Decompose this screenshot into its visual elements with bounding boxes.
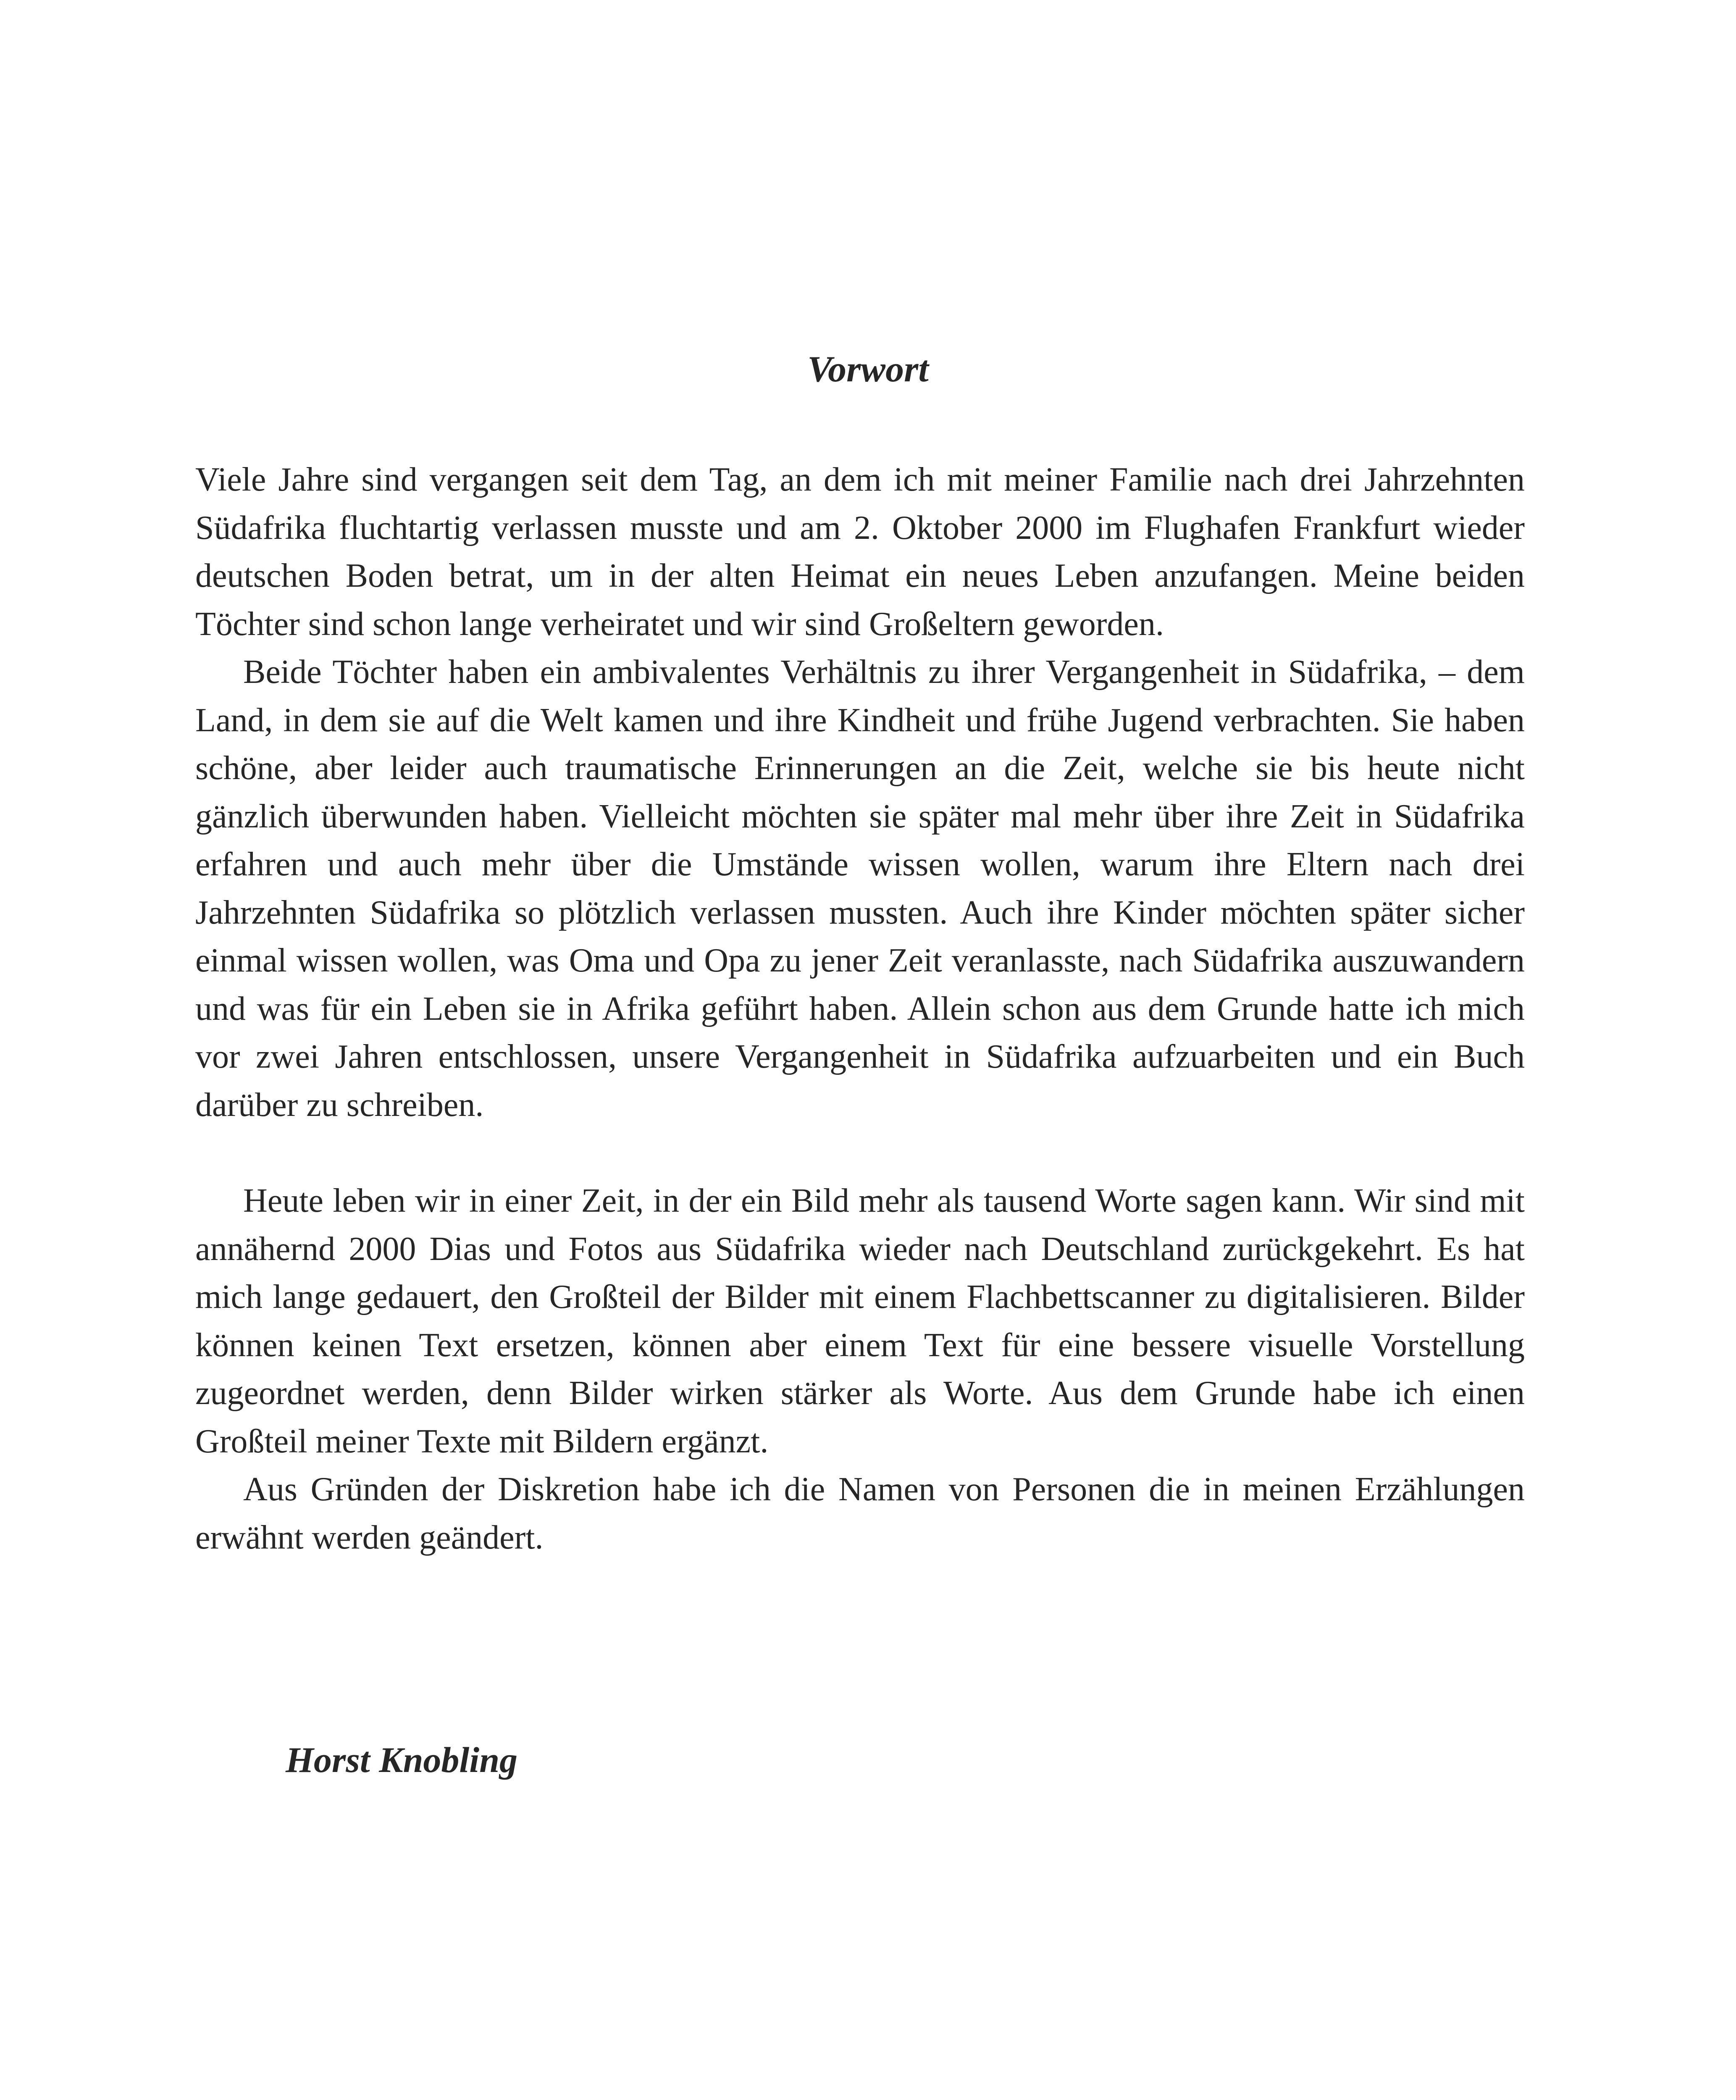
author-signature: Horst Knobling (286, 1740, 518, 1780)
paragraph-3: Heute leben wir in einer Zeit, in der ein Bild mehr als tausend Worte sagen kann. Wir sind mit annähernd 2000 Dias und Fotos aus Südafrika wieder nach Deutschland zurückgekehrt. Es hat mich lange gedauert, den Großteil der Bilder mit einem Flachbettscanner zu digitalisieren. Bilder können keinen Text ersetzen, können aber einem Text für eine bessere visuelle Vorstellung zugeordnet werden, denn Bilder wirken stärker als Worte. Aus dem Grunde habe ich einen Großteil meiner Texte mit Bildern ergänzt. (195, 1182, 1525, 1460)
paragraph-2: Beide Töchter haben ein ambivalentes Verhältnis zu ihrer Vergangenheit in Südafrika, – dem Land, in dem sie auf die Welt kamen und ihre Kindheit und frühe Jugend verbrachten. Sie haben schöne, aber leider auch traumatische Erinnerungen an die Zeit, welche sie bis heute nicht gänzlich überwunden haben. Vielleicht möchten sie später mal mehr über ihre Zeit in Südafrika erfahren und auch mehr über die Umstände wissen wollen, warum ihre Eltern nach drei Jahrzehnten Südafrika so plötzlich verlassen mussten. Auch ihre Kinder möchten später sicher einmal wissen wollen, was Oma und Opa zu jener Zeit veranlasste, nach Südafrika auszuwandern und was für ein Leben sie in Afrika geführt haben. Allein schon aus dem Grunde hatte ich mich vor zwei Jahren entschlossen, unsere Vergangenheit in Südafrika aufzuarbeiten und ein Buch darüber zu schreiben. (195, 654, 1525, 1124)
page-title: Vorwort (807, 349, 929, 390)
paragraph-1: Viele Jahre sind vergangen seit dem Tag, an dem ich mit meiner Familie nach drei Jahrzehnten Südafrika fluchtartig verlassen musste und am 2. Oktober 2000 im Flughafen Frankfurt wieder deutschen Boden betrat, um in der alten Heimat ein neues Leben anzufangen. Meine beiden Töchter sind schon lange verheiratet und wir sind Großeltern geworden. (195, 461, 1525, 643)
paragraph-4: Aus Gründen der Diskretion habe ich die Namen von Personen die in meinen Erzählungen erwähnt werden geändert. (195, 1471, 1525, 1556)
body-text (195, 456, 1525, 1562)
